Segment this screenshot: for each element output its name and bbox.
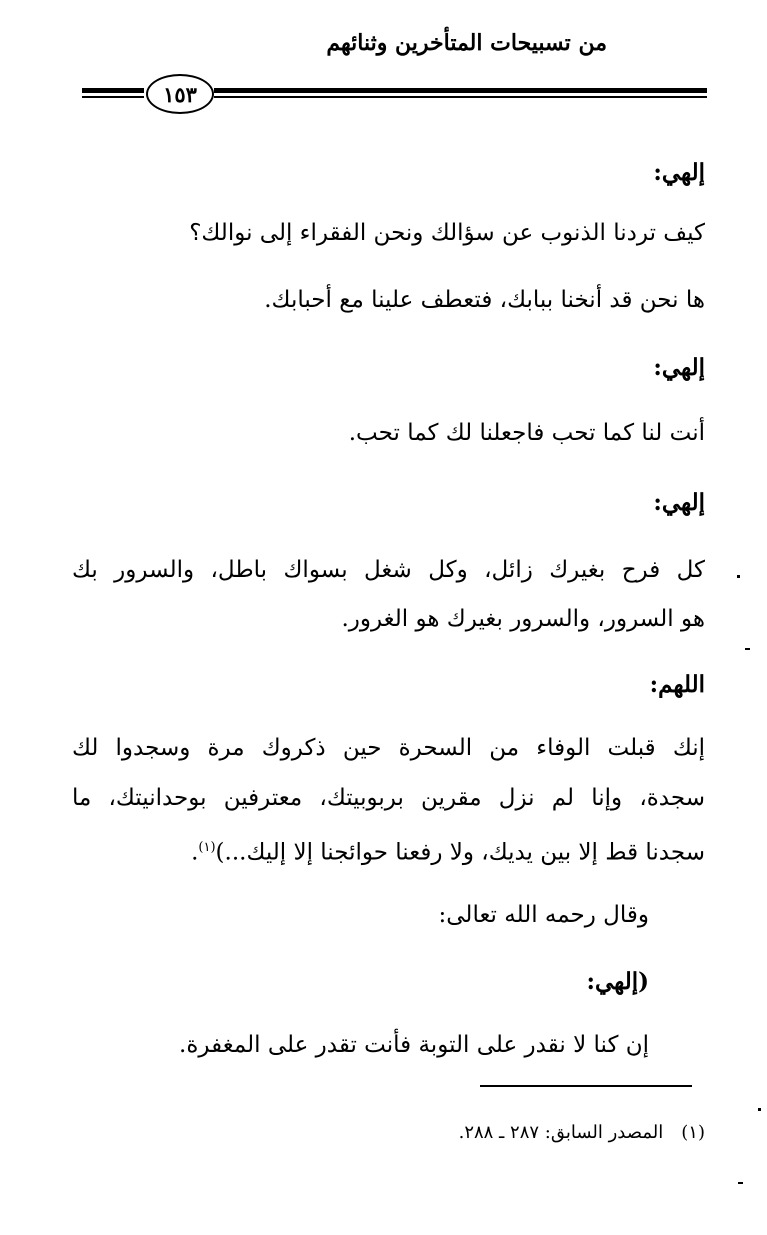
text-line-6: إنك قبلت الوفاء من السحرة حين ذكروك مرة وسجدوا لك xyxy=(72,735,705,761)
header-rule-left xyxy=(82,88,144,98)
heading-ilahi-3: إلهي: xyxy=(653,489,705,516)
footnote xyxy=(459,1122,705,1143)
footnote-text: المصدر السابق: ٢٨٧ ـ ٢٨٨. xyxy=(458,1122,664,1143)
heading-ilahi-4: (إلهي: xyxy=(586,968,649,995)
text-line-8-end: . xyxy=(191,839,199,866)
text-line-5: هو السرور، والسرور بغيرك هو الغرور. xyxy=(341,606,705,632)
text-line-8-main: سجدنا قط إلا بين يديك، ولا رفعنا حوائجنا إلا إليك...) xyxy=(215,839,705,866)
heading-ilahi-2: إلهي: xyxy=(653,354,705,381)
margin-mark xyxy=(758,1108,761,1111)
text-line-4: كل فرح بغيرك زائل، وكل شغل بسواك باطل، والسرور بك xyxy=(72,557,705,583)
heading-ilahi-1: إلهي: xyxy=(653,159,705,186)
footnote-separator xyxy=(480,1085,692,1087)
margin-mark xyxy=(737,575,740,578)
header-rule-right xyxy=(214,88,707,98)
text-line-9: وقال رحمه الله تعالى: xyxy=(438,902,649,928)
text-line-10: إن كنا لا نقدر على التوبة فأنت تقدر على المغفرة. xyxy=(179,1032,649,1058)
margin-mark xyxy=(745,648,750,650)
text-line-8 xyxy=(191,833,705,868)
page-number: ١٥٣ xyxy=(146,74,214,114)
heading-allahumma: اللهم: xyxy=(649,671,705,698)
margin-mark xyxy=(738,1182,743,1184)
text-line-3: أنت لنا كما تحب فاجعلنا لك كما تحب. xyxy=(348,420,705,446)
running-title: من تسبيحات المتأخرين وثنائهم xyxy=(326,30,607,56)
footnote-number: (١) xyxy=(681,1122,705,1143)
footnote-ref: (١) xyxy=(198,840,216,855)
text-line-7: سجدة، وإنا لم نزل مقرين بربوبيتك، معترفين بوحدانيتك، ما xyxy=(72,785,705,811)
text-line-2: ها نحن قد أنخنا ببابك، فتعطف علينا مع أحبابك. xyxy=(264,287,705,313)
text-line-1: كيف تردنا الذنوب عن سؤالك ونحن الفقراء إلى نوالك؟ xyxy=(189,220,705,246)
